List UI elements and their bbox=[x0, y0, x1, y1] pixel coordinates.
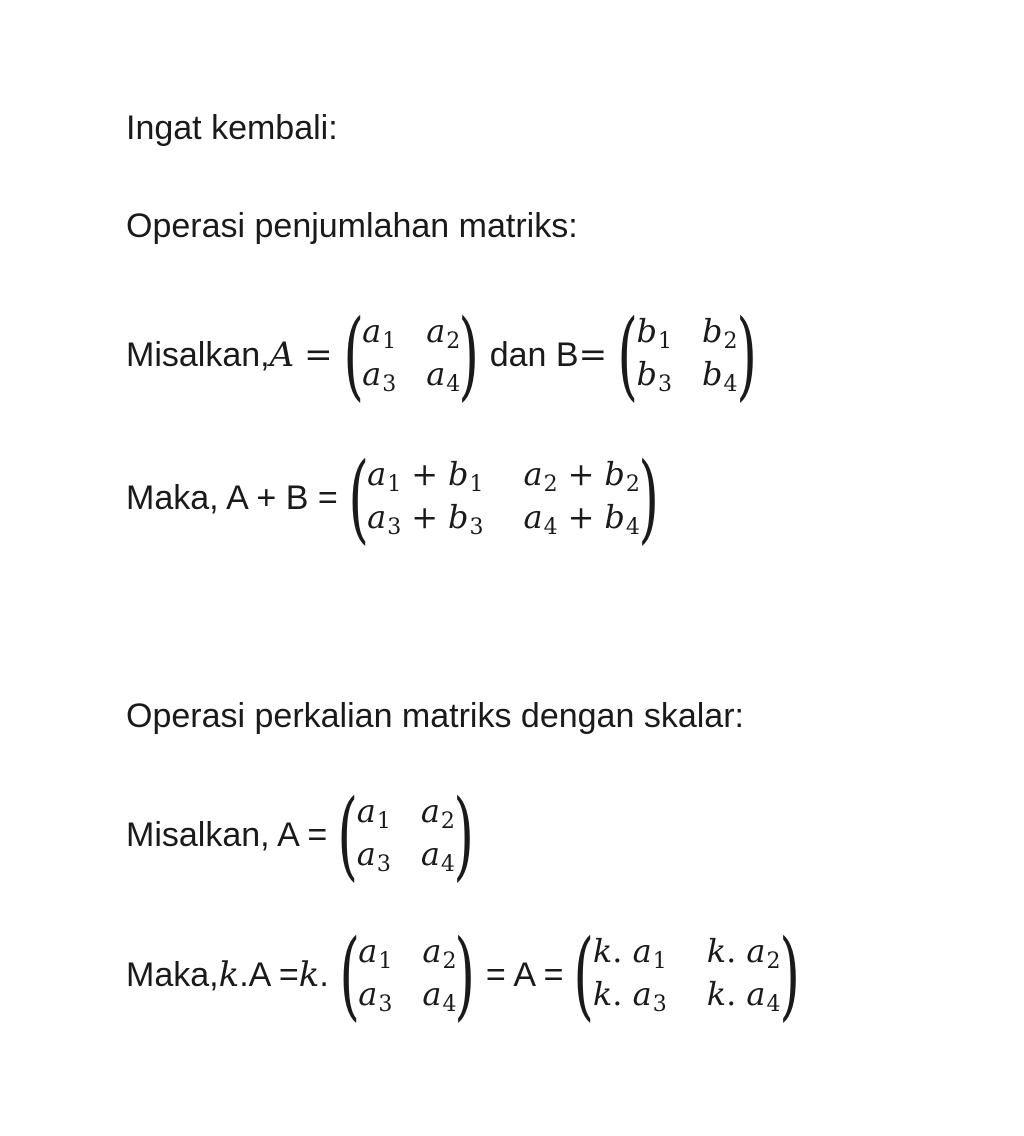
addition-title-text: Operasi penjumlahan matriks: bbox=[126, 207, 578, 245]
addition-title bbox=[126, 206, 578, 246]
addition-result bbox=[126, 442, 669, 554]
matrix-b: ( b1 b2 b3 b4 ) bbox=[617, 299, 757, 411]
matrix-a-cell-2: a2 bbox=[426, 312, 461, 354]
scalar-k: k bbox=[218, 955, 240, 995]
matrix-b-cell-4: b4 bbox=[702, 355, 738, 397]
matrix-am-cell-2: a2 bbox=[422, 932, 457, 974]
matrix-a-scalar-cell-1: a1 bbox=[356, 792, 391, 834]
scalar-misalkan-label: Misalkan, A = bbox=[126, 816, 328, 854]
heading-recall-text: Ingat kembali: bbox=[126, 109, 338, 147]
dot-label: . bbox=[319, 956, 329, 994]
addition-definition bbox=[126, 299, 767, 411]
matrix-ka: ( k. a1 k. a2 k. a3 k. a4 ) bbox=[573, 919, 800, 1031]
matrix-ka-cell-1: k. a1 bbox=[592, 932, 667, 974]
matrix-ka-cell-4: k. a4 bbox=[706, 975, 781, 1017]
matrix-a-scalar-cell-4: a4 bbox=[420, 835, 455, 877]
matrix-am-cell-1: a1 bbox=[358, 932, 393, 974]
matrix-sum: ( a1 + b1 a2 + b2 a3 + b3 a4 + b4 ) bbox=[348, 442, 659, 554]
matrix-sum-cell-3: a3 + b3 bbox=[367, 498, 484, 540]
matrix-a: ( a1 a2 a3 a4 ) bbox=[343, 299, 480, 411]
matrix-sum-cell-2: a2 + b2 bbox=[523, 455, 640, 497]
matrix-sum-cell-1: a1 + b1 bbox=[367, 455, 484, 497]
matrix-b-cell-2: b2 bbox=[702, 312, 738, 354]
matrix-a-scalar: ( a1 a2 a3 a4 ) bbox=[337, 779, 474, 891]
equals-sign-2: = bbox=[578, 335, 608, 375]
matrix-a-cell-4: a4 bbox=[426, 355, 461, 397]
matrix-b-cell-1: b1 bbox=[636, 312, 673, 354]
matrix-a-scalar-cell-3: a3 bbox=[356, 835, 391, 877]
equals-a-label: = A = bbox=[485, 956, 564, 994]
scalar-k-2: k bbox=[298, 955, 320, 995]
dan-b-label: dan B bbox=[489, 336, 579, 374]
matrix-a-cell-3: a3 bbox=[362, 355, 397, 397]
scalar-title bbox=[126, 696, 744, 736]
matrix-sum-cell-4: a4 + b4 bbox=[523, 498, 640, 540]
equals-sign: = bbox=[304, 335, 333, 375]
matrix-ka-cell-3: k. a3 bbox=[592, 975, 667, 1017]
var-a: A bbox=[269, 335, 295, 375]
scalar-definition bbox=[126, 779, 484, 891]
matrix-b-cell-3: b3 bbox=[636, 355, 673, 397]
dot-a-label: .A = bbox=[239, 956, 299, 994]
matrix-am-cell-4: a4 bbox=[422, 975, 457, 1017]
misalkan-label: Misalkan, bbox=[126, 336, 270, 374]
scalar-maka-label: Maka, bbox=[126, 956, 219, 994]
heading-recall bbox=[126, 108, 338, 148]
matrix-am-cell-3: a3 bbox=[358, 975, 393, 1017]
scalar-result bbox=[126, 919, 810, 1031]
matrix-a-cell-1: a1 bbox=[362, 312, 397, 354]
matrix-a-multiplied: ( a1 a2 a3 a4 ) bbox=[339, 919, 476, 1031]
matrix-a-scalar-cell-2: a2 bbox=[420, 792, 455, 834]
scalar-title-text: Operasi perkalian matriks dengan skalar: bbox=[126, 697, 744, 735]
maka-label: Maka, A + B = bbox=[126, 479, 338, 517]
matrix-ka-cell-2: k. a2 bbox=[706, 932, 781, 974]
